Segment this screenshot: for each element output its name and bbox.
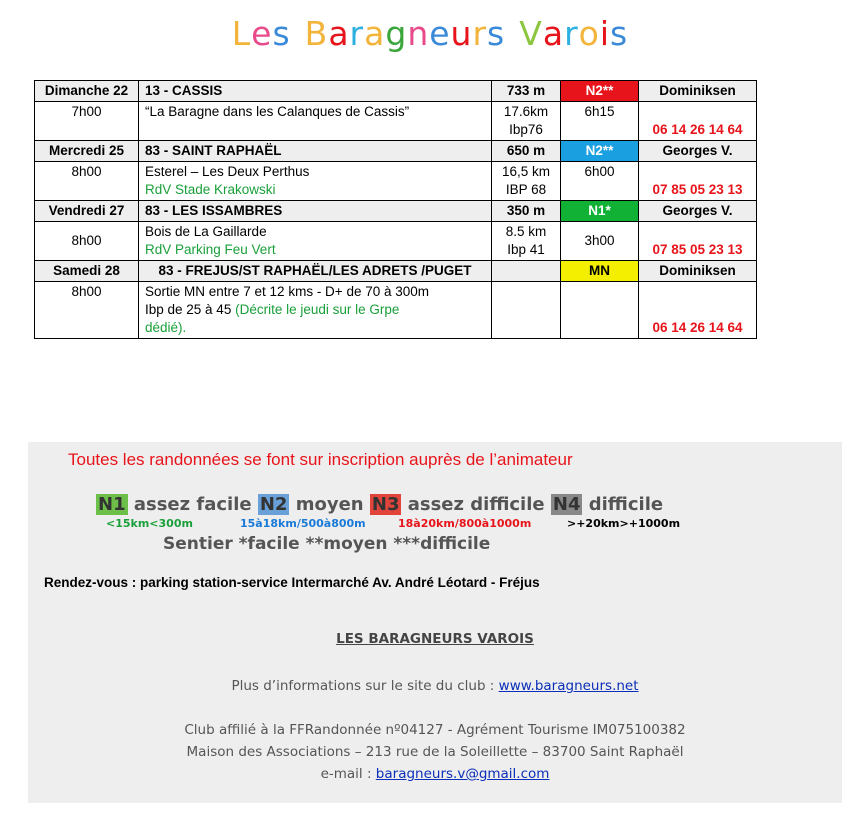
title-letter: s: [487, 14, 506, 53]
title-letter: e: [429, 14, 451, 53]
outing-start-time: 8h00: [35, 282, 139, 339]
outing-note: dédié).: [145, 320, 187, 335]
more-info-line: [28, 678, 842, 694]
affiliation: Club affilié à la FFRandonnée nº04127 - Agrément Tourisme IM075100382: [184, 722, 686, 738]
title-letter: a: [364, 14, 386, 53]
outing-ibp: Ibp 41: [507, 242, 545, 257]
outing-day: Samedi 28: [35, 261, 139, 282]
outing-place: 83 - LES ISSAMBRES: [139, 201, 492, 222]
outing-duration: 6h15: [561, 102, 639, 141]
outing-duration: 6h00: [561, 162, 639, 201]
meeting-point: Rendez-vous : parking station-service Intermarché Av. André Léotard - Fréjus: [44, 575, 540, 590]
outing-header-row: [35, 141, 757, 162]
more-info-text: Plus d’informations sur le site du club :: [231, 678, 499, 694]
outing-ibp-note: Ibp de 25 à 45 (Décrite le jeudi sur le Grpe: [145, 302, 400, 317]
email-link[interactable]: baragneurs.v@gmail.com: [375, 766, 550, 782]
outing-level-badge: N1*: [561, 201, 639, 222]
outing-elevation: [492, 261, 561, 282]
outing-header-row: [35, 261, 757, 282]
title-letter: a: [328, 14, 350, 53]
outing-details: [139, 162, 492, 201]
title-letter: r: [349, 14, 365, 53]
title-letter: B: [304, 14, 329, 53]
outing-detail-row: [35, 222, 757, 261]
outing-ibp: IBP 68: [505, 182, 547, 197]
outing-place: 83 - FREJUS/ST RAPHAËL/LES ADRETS /PUGET: [139, 261, 492, 282]
outing-guide: Dominiksen: [639, 261, 757, 282]
email-label: e-mail :: [320, 766, 376, 782]
outing-start-time: 8h00: [35, 162, 139, 201]
level-n1-tag: N1: [98, 494, 126, 515]
outing-distance-cell: [492, 282, 561, 339]
outing-level-badge: N2**: [561, 81, 639, 102]
outing-guide: Georges V.: [639, 141, 757, 162]
outing-distance-cell: [492, 162, 561, 201]
title-letter: e: [251, 14, 273, 53]
title-letter: s: [272, 14, 291, 53]
outing-distance-cell: [492, 102, 561, 141]
level-n4-tag: N4: [552, 494, 581, 515]
level-n4-distance: >+20km>+1000m: [567, 517, 681, 530]
outing-phone: 07 85 05 23 13: [639, 222, 757, 261]
difficulty-legend: [96, 494, 663, 515]
level-n3-tag: N3: [371, 494, 400, 515]
title-letter: r: [472, 14, 488, 53]
outing-place: 83 - SAINT RAPHAËL: [139, 141, 492, 162]
title-letter: s: [610, 14, 629, 53]
outing-phone: 06 14 26 14 64: [639, 282, 757, 339]
outing-detail-row: [35, 102, 757, 141]
email-line: [28, 766, 842, 782]
outing-elevation: 350 m: [492, 201, 561, 222]
outing-header-row: [35, 201, 757, 222]
level-n2-tag: N2: [259, 494, 288, 515]
outing-duration: [561, 282, 639, 339]
outing-description: “La Baragne dans les Calanques de Cassis”: [145, 104, 410, 119]
title-letter: u: [450, 14, 473, 53]
level-n2-distance: 15à18km/500à800m: [240, 517, 366, 530]
outing-start-time: 8h00: [35, 222, 139, 261]
level-n3-label: assez difficile: [401, 494, 551, 515]
outing-rendezvous: RdV Parking Feu Vert: [145, 242, 276, 257]
outing-distance-cell: [492, 222, 561, 261]
outing-description: Esterel – Les Deux Perthus: [145, 164, 310, 179]
outing-distance: 8.5 km: [505, 224, 547, 239]
outing-detail-row: [35, 162, 757, 201]
title-letter: V: [519, 14, 543, 53]
outing-phone: 07 85 05 23 13: [639, 162, 757, 201]
outing-elevation: 733 m: [492, 81, 561, 102]
club-name: LES BARAGNEURS VAROIS: [336, 631, 534, 647]
outing-rendezvous: RdV Stade Krakowski: [145, 182, 276, 197]
title-letter: n: [407, 14, 430, 53]
outing-start-time: 7h00: [35, 102, 139, 141]
outing-description: Sortie MN entre 7 et 12 kms - D+ de 70 à 300m: [145, 284, 430, 299]
level-n2-label: moyen: [289, 494, 370, 515]
outing-header-row: [35, 81, 757, 102]
outing-guide: Georges V.: [639, 201, 757, 222]
title-letter: r: [564, 14, 579, 53]
outing-ibp: Ibp76: [509, 122, 543, 137]
schedule-table: [34, 80, 757, 339]
outing-phone: 06 14 26 14 64: [639, 102, 757, 141]
level-n1-distance: <15km<300m: [106, 517, 193, 530]
outing-distance: 17.6km: [503, 104, 549, 119]
outing-elevation: 650 m: [492, 141, 561, 162]
outing-distance: 16,5 km: [501, 164, 551, 179]
level-n3-distance: 18à20km/800à1000m: [398, 517, 532, 530]
outing-day: Vendredi 27: [35, 201, 139, 222]
outing-place: 13 - CASSIS: [139, 81, 492, 102]
trail-legend: Sentier *facile **moyen ***difficile: [163, 534, 491, 554]
outing-details: [139, 102, 492, 141]
outing-details: [139, 282, 492, 339]
level-n1-label: assez facile: [127, 494, 258, 515]
outing-description: Bois de La Gaillarde: [145, 224, 267, 239]
outing-level-badge: MN: [561, 261, 639, 282]
level-n4-label: difficile: [582, 494, 664, 515]
title-letter: g: [385, 14, 408, 53]
outing-duration: 3h00: [561, 222, 639, 261]
outing-day: Mercredi 25: [35, 141, 139, 162]
title-letter: L: [231, 14, 252, 53]
outing-level-badge: N2**: [561, 141, 639, 162]
address: Maison des Associations – 213 rue de la Soleillette – 83700 Saint Raphaël: [186, 744, 684, 760]
page-title: [0, 14, 860, 53]
outing-guide: Dominiksen: [639, 81, 757, 102]
outing-day: Dimanche 22: [35, 81, 139, 102]
title-letter: i: [599, 14, 611, 53]
outing-details: [139, 222, 492, 261]
title-letter: a: [542, 14, 565, 53]
website-link[interactable]: www.baragneurs.net: [498, 678, 639, 694]
outing-detail-row: [35, 282, 757, 339]
registration-notice: Toutes les randonnées se font sur inscription auprès de l’animateur: [68, 450, 573, 469]
title-letter: o: [578, 14, 600, 53]
